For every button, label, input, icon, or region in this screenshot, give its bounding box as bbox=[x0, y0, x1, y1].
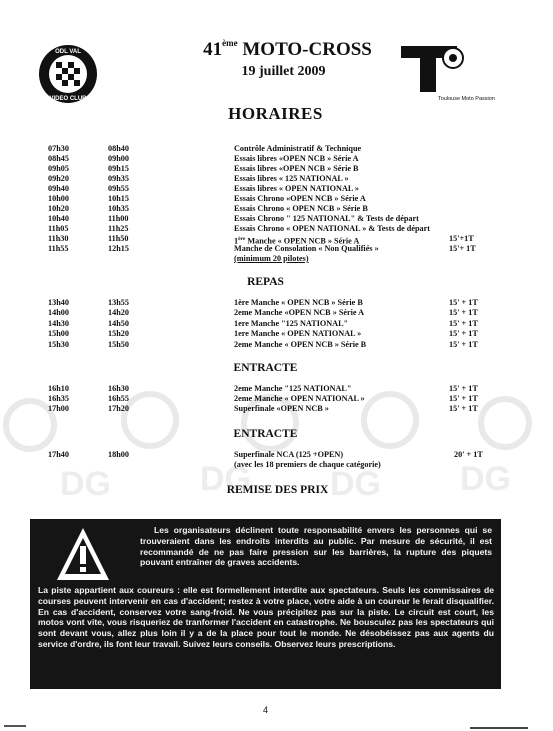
logo-right-caption: Toulouse Moto Passion bbox=[438, 96, 495, 102]
page-title: 41ème MOTO-CROSS bbox=[203, 38, 372, 60]
footer-rule-right bbox=[470, 727, 528, 729]
section-entracte-1: ENTRACTE bbox=[233, 362, 298, 374]
event-date: 19 juillet 2009 bbox=[241, 64, 326, 79]
svg-text:DG: DG bbox=[200, 460, 251, 498]
warning-paragraph-2: La piste appartient aux coureurs : elle est formellement interdite aux spectateurs. Seuls les commissaires de courses peuvent intervenir en cas d'accident; restez à votre place, votre aide à un coureur le ferait disqualifier. En cas d'accident, conservez votre sang-froid. Ne vous précipitez pas sur la piste. Le circuit est court, les motos vont vite, vous risqueriez de tranformer l'accident en catastrophe. Ne bousculez pas les spectateurs qui sont devant vous, allez plus loin il y a de la place pour tout le monde. Ne désobéissez pas aux agents du service d'ordre, ils font leur travail. Suivez leurs conseils. Observez leurs prescriptions. bbox=[38, 585, 494, 649]
schedule-heading: HORAIRES bbox=[228, 104, 323, 123]
page-number: 4 bbox=[262, 705, 268, 715]
svg-text:DG: DG bbox=[330, 465, 381, 503]
section-repas: REPAS bbox=[247, 276, 284, 288]
warning-triangle-icon bbox=[55, 526, 111, 584]
warning-paragraph-1: Les organisateurs déclinent toute responsabilité envers les personnes qui se trouveraient dans les endroits interdits au public. Par mesure de sécurité, il est recommandé de ne pas faire pression sur les barrières, la rupture des piquets pouvant entraîner de graves accidents. bbox=[140, 525, 492, 568]
svg-text:VIDEO CLUB: VIDEO CLUB bbox=[49, 96, 87, 102]
footer-rule-left bbox=[4, 725, 26, 727]
svg-text:ODL VAL: ODL VAL bbox=[55, 49, 81, 55]
section-remise: REMISE DES PRIX bbox=[226, 484, 329, 496]
svg-text:DG: DG bbox=[460, 460, 511, 498]
svg-text:DG: DG bbox=[60, 465, 111, 503]
section-entracte-2: ENTRACTE bbox=[233, 428, 298, 440]
consolation-note: (minimum 20 pilotes) bbox=[234, 254, 309, 263]
